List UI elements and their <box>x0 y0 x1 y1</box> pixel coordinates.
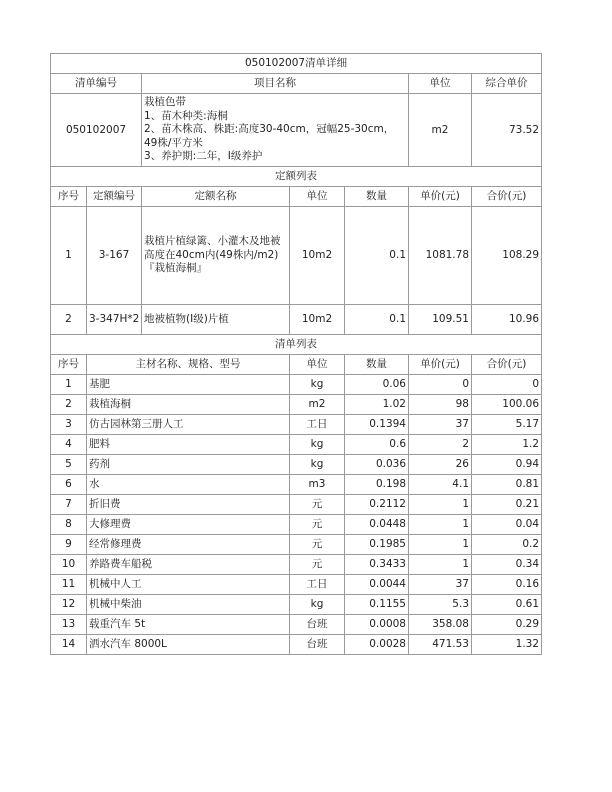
bill-unit: m2 <box>409 94 472 167</box>
header-bill-code: 清单编号 <box>51 74 142 94</box>
material-row <box>51 435 542 455</box>
material-name: 仿古园林第三册人工 <box>87 415 290 435</box>
material-name: 洒水汽车 8000L <box>87 635 290 655</box>
material-total: 5.17 <box>472 415 542 435</box>
material-unit: 元 <box>290 495 345 515</box>
material-name: 养路费车船税 <box>87 555 290 575</box>
quota-qty: 0.1 <box>345 305 409 335</box>
material-qty: 0.0044 <box>345 575 409 595</box>
material-seq: 12 <box>51 595 87 615</box>
material-seq: 11 <box>51 575 87 595</box>
material-qty: 0.1985 <box>345 535 409 555</box>
material-seq: 3 <box>51 415 87 435</box>
material-total: 0.94 <box>472 455 542 475</box>
material-name: 肥料 <box>87 435 290 455</box>
material-qty: 0.036 <box>345 455 409 475</box>
material-price: 358.08 <box>409 615 472 635</box>
material-row <box>51 515 542 535</box>
quota-unit: 10m2 <box>290 207 345 305</box>
material-seq: 2 <box>51 395 87 415</box>
material-row <box>51 375 542 395</box>
material-unit: kg <box>290 375 345 395</box>
material-qty: 0.2112 <box>345 495 409 515</box>
material-qty: 0.6 <box>345 435 409 455</box>
material-header-seq: 序号 <box>51 355 87 375</box>
material-unit: kg <box>290 595 345 615</box>
material-header-row <box>51 355 542 375</box>
quota-header-code: 定额编号 <box>87 187 142 207</box>
quota-unit: 10m2 <box>290 305 345 335</box>
quota-seq: 1 <box>51 207 87 305</box>
material-price: 1 <box>409 555 472 575</box>
material-name: 机械中人工 <box>87 575 290 595</box>
material-seq: 7 <box>51 495 87 515</box>
material-unit: 台班 <box>290 615 345 635</box>
material-unit: m3 <box>290 475 345 495</box>
material-price: 0 <box>409 375 472 395</box>
bill-name-line: 栽植色带 <box>144 96 186 109</box>
material-total: 1.2 <box>472 435 542 455</box>
material-qty: 0.06 <box>345 375 409 395</box>
material-seq: 1 <box>51 375 87 395</box>
material-qty: 0.0008 <box>345 615 409 635</box>
material-seq: 8 <box>51 515 87 535</box>
material-seq: 6 <box>51 475 87 495</box>
quota-header-name: 定额名称 <box>142 187 290 207</box>
quota-total: 10.96 <box>472 305 542 335</box>
bill-name-line: 3、养护期:二年，Ⅰ级养护 <box>144 150 263 163</box>
material-row <box>51 575 542 595</box>
header-unit-price: 综合单价 <box>472 74 542 94</box>
quota-total: 108.29 <box>472 207 542 305</box>
material-unit: 元 <box>290 515 345 535</box>
quota-header-price: 单价(元) <box>409 187 472 207</box>
material-qty: 1.02 <box>345 395 409 415</box>
material-name: 药剂 <box>87 455 290 475</box>
bill-unit-price: 73.52 <box>472 94 542 167</box>
material-seq: 10 <box>51 555 87 575</box>
material-unit: kg <box>290 435 345 455</box>
material-row <box>51 455 542 475</box>
quota-name: 地被植物(Ⅰ级)片植 <box>142 305 290 335</box>
material-unit: kg <box>290 455 345 475</box>
quota-header-qty: 数量 <box>345 187 409 207</box>
material-row <box>51 535 542 555</box>
material-total: 1.32 <box>472 635 542 655</box>
material-unit: 元 <box>290 555 345 575</box>
material-price: 2 <box>409 435 472 455</box>
material-seq: 5 <box>51 455 87 475</box>
bill-code: 050102007 <box>51 94 142 167</box>
bill-row <box>51 94 542 167</box>
material-header-qty: 数量 <box>345 355 409 375</box>
material-total: 0.2 <box>472 535 542 555</box>
quota-header-unit: 单位 <box>290 187 345 207</box>
header-item-name: 项目名称 <box>142 74 409 94</box>
material-seq: 9 <box>51 535 87 555</box>
material-total: 0.04 <box>472 515 542 535</box>
material-total: 0.29 <box>472 615 542 635</box>
material-row <box>51 395 542 415</box>
bill-name <box>142 94 409 167</box>
material-total: 0.61 <box>472 595 542 615</box>
material-row <box>51 555 542 575</box>
material-qty: 0.0028 <box>345 635 409 655</box>
bill-detail-table <box>50 53 542 655</box>
material-price: 1 <box>409 535 472 555</box>
quota-section-title: 定额列表 <box>51 167 542 187</box>
quota-header-seq: 序号 <box>51 187 87 207</box>
material-price: 471.53 <box>409 635 472 655</box>
material-header-unit: 单位 <box>290 355 345 375</box>
material-qty: 0.0448 <box>345 515 409 535</box>
quota-price: 109.51 <box>409 305 472 335</box>
material-name: 大修理费 <box>87 515 290 535</box>
material-qty: 0.1394 <box>345 415 409 435</box>
material-total: 0.34 <box>472 555 542 575</box>
material-seq: 13 <box>51 615 87 635</box>
material-section-row <box>51 335 542 355</box>
material-qty: 0.3433 <box>345 555 409 575</box>
material-price: 4.1 <box>409 475 472 495</box>
material-name: 机械中柴油 <box>87 595 290 615</box>
quota-price: 1081.78 <box>409 207 472 305</box>
material-row <box>51 495 542 515</box>
quota-header-total: 合价(元) <box>472 187 542 207</box>
material-total: 100.06 <box>472 395 542 415</box>
material-unit: m2 <box>290 395 345 415</box>
quota-code: 3-347H*2 <box>87 305 142 335</box>
material-header-price: 单价(元) <box>409 355 472 375</box>
quota-section-row <box>51 167 542 187</box>
material-total: 0.81 <box>472 475 542 495</box>
material-row <box>51 475 542 495</box>
material-unit: 台班 <box>290 635 345 655</box>
material-name: 水 <box>87 475 290 495</box>
material-name: 栽植海桐 <box>87 395 290 415</box>
material-price: 1 <box>409 495 472 515</box>
material-row <box>51 635 542 655</box>
material-price: 37 <box>409 415 472 435</box>
material-section-title: 清单列表 <box>51 335 542 355</box>
material-name: 经常修理费 <box>87 535 290 555</box>
title-row <box>51 54 542 74</box>
material-row <box>51 595 542 615</box>
material-price: 37 <box>409 575 472 595</box>
material-price: 5.3 <box>409 595 472 615</box>
material-qty: 0.1155 <box>345 595 409 615</box>
material-name: 基肥 <box>87 375 290 395</box>
material-qty: 0.198 <box>345 475 409 495</box>
header-unit: 单位 <box>409 74 472 94</box>
material-name: 折旧费 <box>87 495 290 515</box>
quota-row <box>51 305 542 335</box>
quota-name: 栽植片植绿篱、小灌木及地被高度在40cm内(49株内/m2)『栽植海桐』 <box>142 207 290 305</box>
quota-header-row <box>51 187 542 207</box>
material-price: 26 <box>409 455 472 475</box>
material-unit: 元 <box>290 535 345 555</box>
material-row <box>51 415 542 435</box>
material-total: 0.16 <box>472 575 542 595</box>
material-seq: 4 <box>51 435 87 455</box>
material-total: 0.21 <box>472 495 542 515</box>
bill-name-line: 2、苗木株高、株距:高度30-40cm，冠幅25-30cm，49株/平方米 <box>144 123 395 149</box>
material-unit: 工日 <box>290 575 345 595</box>
material-price: 1 <box>409 515 472 535</box>
material-price: 98 <box>409 395 472 415</box>
material-header-name: 主材名称、规格、型号 <box>87 355 290 375</box>
quota-qty: 0.1 <box>345 207 409 305</box>
material-total: 0 <box>472 375 542 395</box>
material-name: 载重汽车 5t <box>87 615 290 635</box>
table-title: 050102007清单详细 <box>51 54 542 74</box>
material-row <box>51 615 542 635</box>
quota-seq: 2 <box>51 305 87 335</box>
material-unit: 工日 <box>290 415 345 435</box>
material-header-total: 合价(元) <box>472 355 542 375</box>
quota-code: 3-167 <box>87 207 142 305</box>
material-seq: 14 <box>51 635 87 655</box>
bill-name-line: 1、苗木种类:海桐 <box>144 109 228 122</box>
bill-header-row <box>51 74 542 94</box>
quota-row <box>51 207 542 305</box>
